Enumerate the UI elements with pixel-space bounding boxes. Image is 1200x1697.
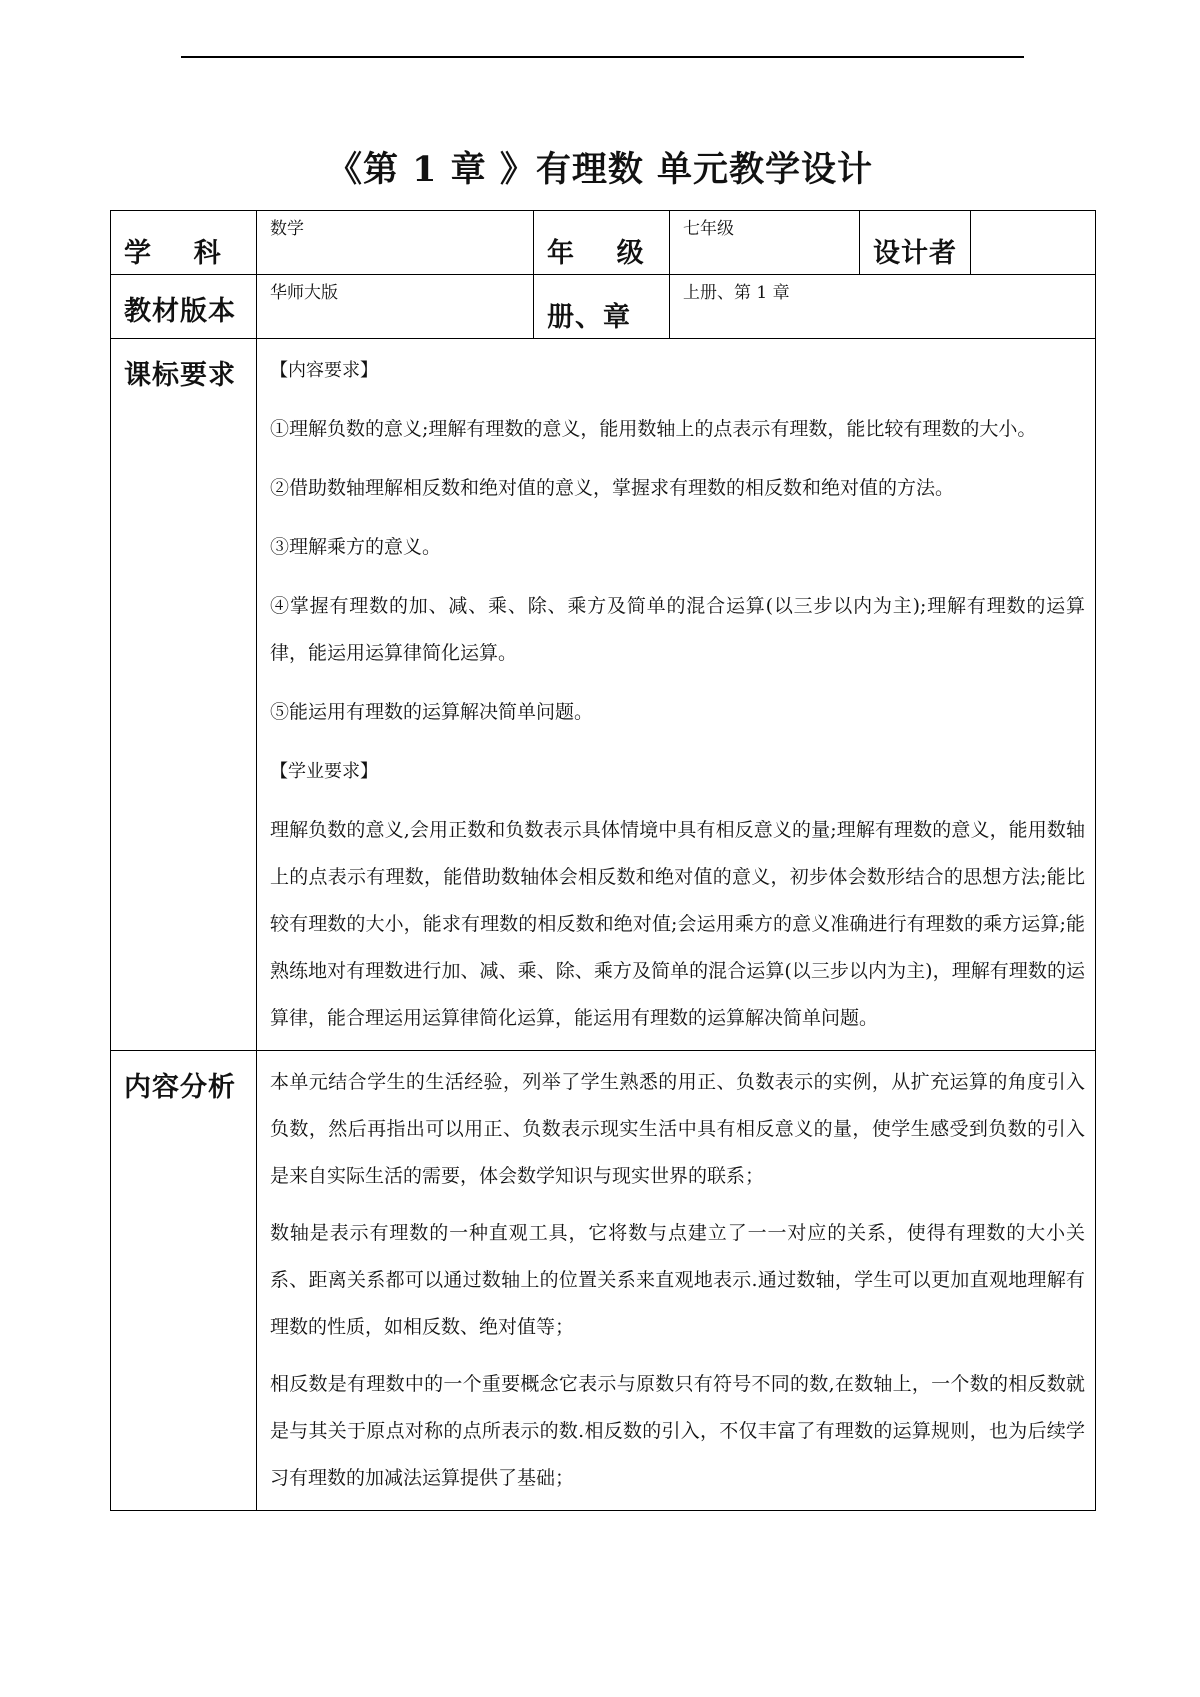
header-rule xyxy=(181,56,1024,58)
unit-design-table xyxy=(110,210,1096,1511)
subject-value: 数学 xyxy=(257,211,534,275)
content-requirements-heading: 【内容要求】 xyxy=(270,360,378,381)
standards-label: 课标要求 xyxy=(111,339,257,1051)
standards-item-3: ③理解乘方的意义。 xyxy=(270,536,442,558)
standards-item-2: ②借助数轴理解相反数和绝对值的意义，掌握求有理数的相反数和绝对值的方法。 xyxy=(270,477,955,499)
analysis-row xyxy=(111,1051,1096,1511)
academic-requirements-text: 理解负数的意义,会用正数和负数表示具体情境中具有相反意义的量;理解有理数的意义，能用数轴上的点表示有理数，能借助数轴体会相反数和绝对值的意义，初步体会数形结合的思想方法;能比较有理数的大小，能求有理数的相反数和绝对值;会运用乘方的意义准确进行有理数的乘方运算;能熟练地对有理数进行加、减、乘、除、乘方及简单的混合运算(以三步以内为主)，理解有理数的运算律，能合理运用运算律简化运算，能运用有理数的运算解决简单问题。 xyxy=(270,819,1085,1029)
grade-label: 年 级 xyxy=(534,211,670,275)
standards-item-5: ⑤能运用有理数的运算解决简单问题。 xyxy=(270,701,594,723)
standards-item-4: ④掌握有理数的加、减、乘、除、乘方及简单的混合运算(以三步以内为主);理解有理数的运算律，能运用运算律简化运算。 xyxy=(270,595,1085,664)
analysis-content xyxy=(257,1051,1096,1511)
edition-label: 教材版本 xyxy=(111,275,257,339)
designer-value xyxy=(971,211,1096,275)
analysis-label: 内容分析 xyxy=(111,1051,257,1511)
standards-row xyxy=(111,339,1096,1051)
analysis-paragraph-3: 相反数是有理数中的一个重要概念它表示与原数只有符号不同的数,在数轴上，一个数的相反数就是与其关于原点对称的点所表示的数.相反数的引入，不仅丰富了有理数的运算规则，也为后续学习有理数的加减法运算提供了基础； xyxy=(270,1373,1085,1489)
standards-content xyxy=(257,339,1096,1051)
volume-label: 册、章 xyxy=(534,275,670,339)
subject-row xyxy=(111,211,1096,275)
analysis-paragraph-2: 数轴是表示有理数的一种直观工具，它将数与点建立了一一对应的关系，使得有理数的大小关系、距离关系都可以通过数轴上的位置关系来直观地表示.通过数轴，学生可以更加直观地理解有理数的性质，如相反数、绝对值等； xyxy=(270,1222,1085,1338)
standards-item-1: ①理解负数的意义;理解有理数的意义，能用数轴上的点表示有理数，能比较有理数的大小。 xyxy=(270,418,1037,440)
subject-label: 学 科 xyxy=(111,211,257,275)
edition-value: 华师大版 xyxy=(257,275,534,339)
analysis-paragraph-1: 本单元结合学生的生活经验，列举了学生熟悉的用正、负数表示的实例，从扩充运算的角度引入负数，然后再指出可以用正、负数表示现实生活中具有相反意义的量，使学生感受到负数的引入是来自实际生活的需要，体会数学知识与现实世界的联系； xyxy=(270,1071,1085,1187)
edition-row xyxy=(111,275,1096,339)
document-title: 《第 1 章 》有理数 单元教学设计 xyxy=(326,149,874,190)
designer-label: 设计者 xyxy=(860,211,971,275)
volume-value: 上册、第 1 章 xyxy=(670,275,1096,339)
academic-requirements-heading: 【学业要求】 xyxy=(270,761,378,782)
grade-value: 七年级 xyxy=(670,211,860,275)
